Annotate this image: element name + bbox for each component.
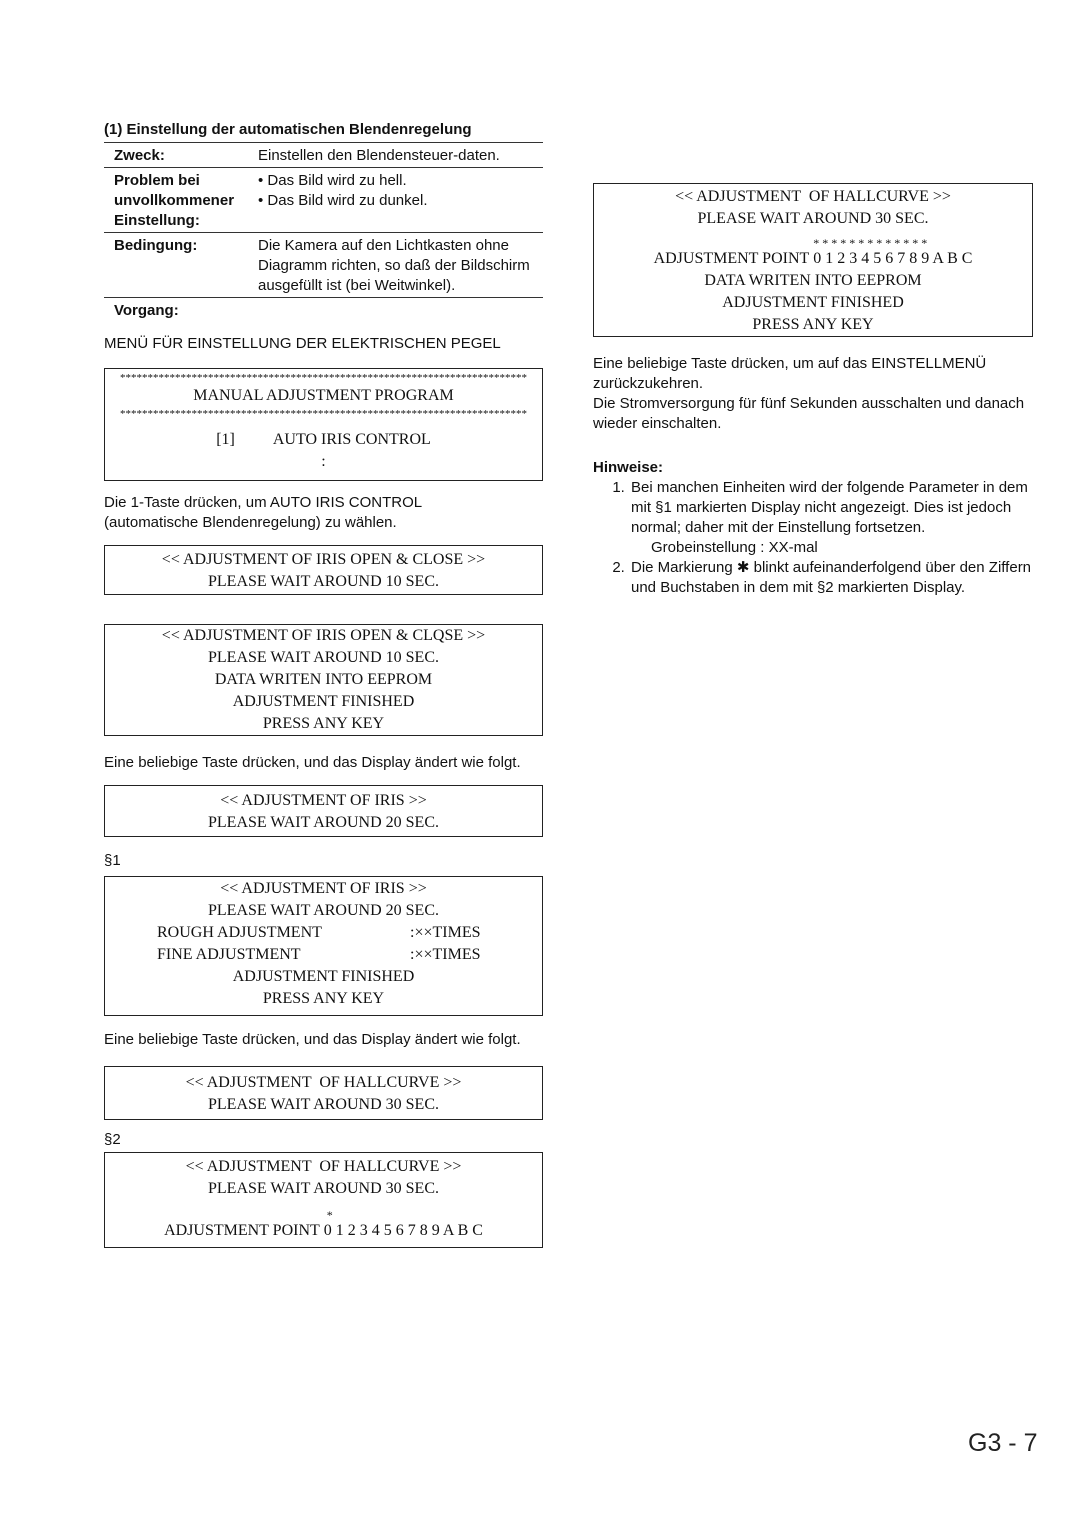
row-label-bedingung: Bedingung:	[114, 237, 198, 254]
display-iris	[104, 785, 543, 837]
display-line: << ADJUSTMENT OF HALLCURVE >>	[675, 188, 951, 205]
display-iris-finished	[104, 876, 543, 1016]
display-hallcurve-finished	[593, 183, 1033, 337]
point-label: ADJUSTMENT POINT	[653, 250, 810, 267]
note-sub: Grobeinstellung : XX-mal	[651, 539, 818, 556]
note-text: Bei manchen Einheiten wird der folgende Parameter in dem mit §1 markierten Display nicht angezeigt. Dies ist jedoch normal; daher mit der Einstellung fortsetzen.	[631, 479, 1028, 536]
display-line: PRESS ANY KEY	[262, 990, 385, 1007]
row-zweck	[104, 143, 543, 167]
section-mark-2: §2	[104, 1131, 121, 1148]
row-value-problem-2: • Das Bild wird zu dunkel.	[258, 192, 428, 209]
display-line: ADJUSTMENT FINISHED	[232, 693, 415, 710]
display-line: ADJUSTMENT FINISHED	[232, 968, 415, 985]
fine-label: FINE ADJUSTMENT	[157, 946, 301, 963]
row-value-zweck: Einstellen den Blendensteuer-daten.	[258, 147, 500, 164]
display-line: PLEASE WAIT AROUND 20 SEC.	[208, 902, 439, 919]
display-line: PLEASE WAIT AROUND 30 SEC.	[697, 210, 929, 227]
section-mark-1: §1	[104, 852, 121, 869]
fine-adjustment-line	[105, 944, 542, 966]
section-title: (1) Einstellung der automatischen Blendenregelung	[104, 121, 472, 138]
display-hallcurve	[104, 1066, 543, 1120]
rough-value: :××TIMES	[410, 924, 481, 941]
instruction-text: Eine beliebige Taste drücken, um auf das EINSTELLMENÜ zurückzukehren.	[593, 355, 987, 392]
menu-heading: MENÜ FÜR EINSTELLUNG DER ELEKTRISCHEN PEGEL	[104, 335, 501, 352]
rough-label: ROUGH ADJUSTMENT	[157, 924, 322, 941]
display-line: << ADJUSTMENT OF IRIS OPEN & CLQSE >>	[161, 627, 486, 644]
blink-markers: * * * * * * * * * * * * *	[813, 236, 928, 250]
row-value-problem	[258, 171, 543, 231]
display-line: PLEASE WAIT AROUND 20 SEC.	[208, 814, 439, 831]
stars-line: **************************************************************************	[120, 372, 527, 384]
display-line: << ADJUSTMENT OF IRIS >>	[220, 880, 427, 897]
instruction-text: Die 1-Taste drücken, um AUTO IRIS CONTROL (automatische Blendenregelung) zu wählen.	[104, 494, 422, 531]
notes-heading: Hinweise:	[593, 459, 664, 476]
display-line: PRESS ANY KEY	[752, 316, 874, 333]
instruction-text: Eine beliebige Taste drücken, und das Display ändert wie folgt.	[104, 754, 521, 771]
right-column	[593, 183, 1033, 598]
fine-value: :××TIMES	[410, 946, 481, 963]
display-line: PRESS ANY KEY	[262, 715, 385, 732]
menu-item-auto-iris	[105, 429, 542, 451]
point-values-group	[813, 238, 972, 270]
row-value-bedingung: Die Kamera auf den Lichtkasten ohne Diagramm richten, so daß der Bildschirm ausgefüllt ist (bei Weitwinkel).	[258, 237, 530, 294]
menu-more: :	[321, 453, 326, 470]
display-line: DATA WRITEN INTO EEPROM	[214, 671, 433, 688]
display-hallcurve-point	[104, 1152, 543, 1248]
adjustment-point-line	[105, 1210, 542, 1242]
row-label-vorgang: Vorgang:	[114, 302, 179, 319]
note-item	[629, 558, 1033, 598]
display-line: PLEASE WAIT AROUND 30 SEC.	[208, 1180, 439, 1197]
page-number: G3 - 7	[968, 1429, 1038, 1457]
left-column	[104, 120, 543, 1248]
display-line: DATA WRITEN INTO EEPROM	[704, 272, 922, 289]
note-text: Die Markierung ✱ blinkt aufeinanderfolgend über den Ziffern und Buchstaben in dem mit §2 markierten Display.	[631, 559, 1032, 596]
point-values-group	[324, 1210, 483, 1242]
adjustment-point-line	[594, 238, 1032, 270]
notes-list	[593, 478, 1033, 598]
display-title: MANUAL ADJUSTMENT PROGRAM	[193, 387, 454, 404]
display-line: PLEASE WAIT AROUND 30 SEC.	[208, 1096, 439, 1113]
instruction-text: Eine beliebige Taste drücken, und das Display ändert wie folgt.	[104, 1031, 521, 1048]
row-vorgang	[104, 298, 543, 322]
row-problem	[104, 168, 543, 232]
display-iris-open-close	[104, 545, 543, 595]
row-value-problem-1: • Das Bild wird zu hell.	[258, 172, 407, 189]
point-label: ADJUSTMENT POINT	[164, 1222, 320, 1239]
row-bedingung	[104, 233, 543, 297]
note-item	[629, 478, 1033, 558]
display-line: << ADJUSTMENT OF HALLCURVE >>	[185, 1158, 462, 1175]
display-line: << ADJUSTMENT OF IRIS >>	[220, 792, 427, 809]
display-line: PLEASE WAIT AROUND 10 SEC.	[208, 573, 439, 590]
menu-item-number: [1]	[216, 431, 235, 448]
display-line: << ADJUSTMENT OF HALLCURVE >>	[185, 1074, 462, 1091]
display-line: ADJUSTMENT FINISHED	[722, 294, 904, 311]
rough-adjustment-line	[105, 922, 542, 944]
blink-marker: *	[326, 1208, 333, 1222]
point-values: 0 1 2 3 4 5 6 7 8 9 A B C	[813, 250, 973, 267]
menu-item-label: AUTO IRIS CONTROL	[272, 431, 431, 448]
display-line: PLEASE WAIT AROUND 10 SEC.	[208, 649, 439, 666]
row-label-problem: Problem bei unvollkommener Einstellung:	[114, 172, 235, 229]
point-values: 0 1 2 3 4 5 6 7 8 9 A B C	[323, 1222, 483, 1239]
stars-line: **************************************************************************	[120, 408, 527, 420]
row-label-zweck: Zweck:	[114, 147, 165, 164]
display-line: << ADJUSTMENT OF IRIS OPEN & CLOSE >>	[161, 551, 486, 568]
display-manual-program	[104, 368, 543, 481]
instruction-text: Die Stromversorgung für fünf Sekunden ausschalten und danach wieder einschalten.	[593, 395, 1025, 432]
display-iris-open-close-finished	[104, 624, 543, 736]
